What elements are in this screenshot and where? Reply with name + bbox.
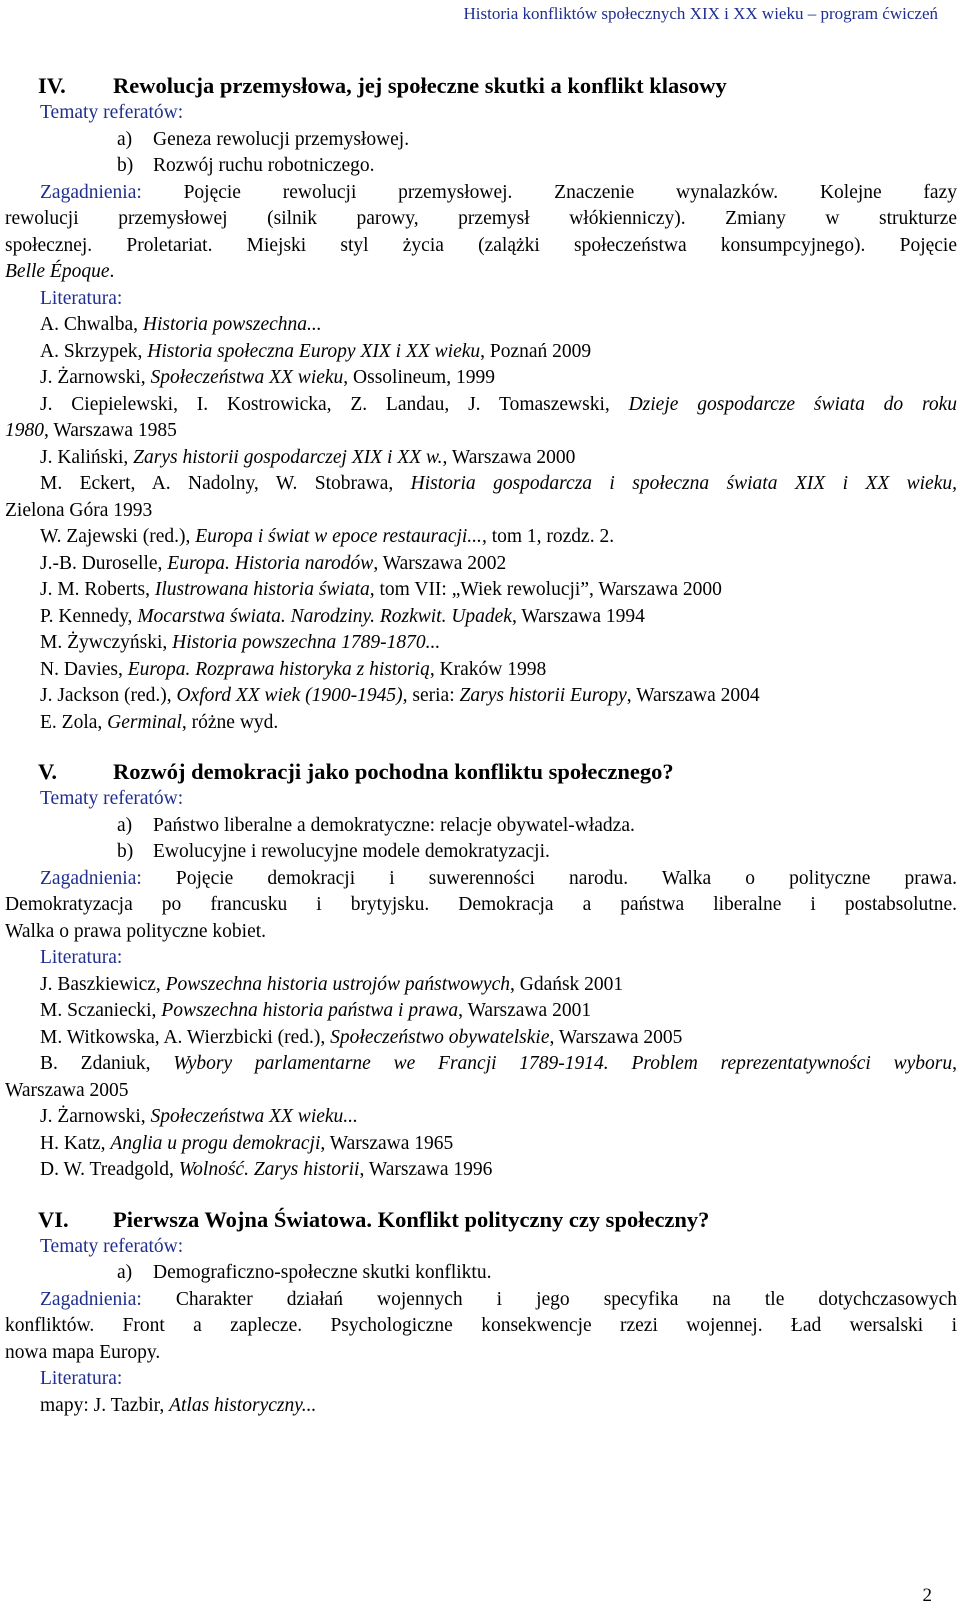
- topic-item: a) Demograficzno-społeczne skutki konfliktu.: [117, 1262, 492, 1283]
- literature-label: Literatura:: [40, 947, 123, 968]
- literature-item: P. Kennedy, Mocarstwa świata. Narodziny. Rozkwit. Upadek, Warszawa 1994: [40, 605, 645, 627]
- literature-item: M. Eckert, A. Nadolny, W. Stobrawa, Historia gospodarcza i społeczna świata XIX i XX wieku,: [40, 473, 957, 494]
- literature-item: J.-B. Duroselle, Europa. Historia narodów, Warszawa 2002: [40, 552, 507, 574]
- issues-line: rewolucji przemysłowej (silnik parowy, przemysł włókienniczy). Zmiany w strukturze: [5, 208, 957, 229]
- document-body: [5, 72, 957, 1419]
- issues-line: społecznej. Proletariat. Miejski styl życia (zalążki społeczeństwa konsumpcyjnego). Pojęcie: [5, 234, 957, 256]
- literature-item: B. Zdaniuk, Wybory parlamentarne we Francji 1789-1914. Problem reprezentatywności wyboru,: [40, 1053, 957, 1074]
- literature-item: J. Żarnowski, Społeczeństwa XX wieku...: [40, 1106, 358, 1127]
- section-number: V.: [38, 759, 57, 784]
- section-heading-iv: [5, 72, 957, 100]
- topic-item: a) Geneza rewolucji przemysłowej.: [117, 128, 410, 150]
- topic-item: b) Ewolucyjne i rewolucyjne modele demokratyzacji.: [117, 841, 550, 862]
- issues-line: Walka o prawa polityczne kobiet.: [5, 920, 267, 942]
- literature-item: A. Skrzypek, Historia społeczna Europy XIX i XX wieku, Poznań 2009: [40, 340, 592, 362]
- issues-line: Belle Époque.: [5, 261, 115, 282]
- section-heading-vi: [5, 1206, 957, 1234]
- section-title: Pierwsza Wojna Światowa. Konflikt polityczny czy społeczny?: [113, 1206, 710, 1232]
- literature-item: J. M. Roberts, Ilustrowana historia świata, tom VII: „Wiek rewolucji”, Warszawa 2000: [40, 579, 722, 600]
- issues-line: konfliktów. Front a zaplecze. Psychologiczne konsekwencje rzezi wojennej. Ład wersalski i: [5, 1315, 957, 1336]
- literature-label: Literatura:: [40, 1368, 123, 1389]
- literature-item: E. Zola, Germinal, różne wyd.: [40, 711, 279, 733]
- issues-label: Zagadnienia:: [40, 181, 142, 203]
- topics-label: Tematy referatów:: [40, 1235, 184, 1257]
- literature-item: J. Baszkiewicz, Powszechna historia ustrojów państwowych, Gdańsk 2001: [40, 973, 624, 995]
- section-title: Rewolucja przemysłowa, jej społeczne skutki a konflikt klasowy: [113, 73, 727, 98]
- literature-item: M. Sczaniecki, Powszechna historia państwa i prawa, Warszawa 2001: [40, 1000, 592, 1021]
- literature-item: A. Chwalba, Historia powszechna...: [40, 314, 322, 335]
- topics-label: Tematy referatów:: [40, 788, 184, 809]
- running-header: Historia konfliktów społecznych XIX i XX wieku – program ćwiczeń: [463, 4, 938, 23]
- section-number: VI.: [38, 1206, 69, 1232]
- issues-line: Zagadnienia: Pojęcie demokracji i suwerenności narodu. Walka o polityczne prawa.: [40, 867, 957, 889]
- issues-line: nowa mapa Europy.: [5, 1341, 161, 1363]
- page-number: 2: [922, 1585, 932, 1606]
- issues-line: Zagadnienia: Pojęcie rewolucji przemysłowej. Znaczenie wynalazków. Kolejne fazy: [40, 181, 957, 203]
- issues-label: Zagadnienia:: [40, 1288, 142, 1310]
- literature-item: J. Jackson (red.), Oxford XX wiek (1900-1945), seria: Zarys historii Europy, Warszawa 2004: [40, 685, 760, 706]
- literature-item: mapy: J. Tazbir, Atlas historyczny...: [40, 1394, 317, 1416]
- section-heading-v: [5, 758, 957, 786]
- section-title: Rozwój demokracji jako pochodna konfliktu społecznego?: [113, 759, 674, 784]
- literature-item: J. Żarnowski, Społeczeństwa XX wieku, Ossolineum, 1999: [40, 367, 495, 388]
- issues-label: Zagadnienia:: [40, 867, 142, 889]
- issues-line: Demokratyzacja po francusku i brytyjsku. Demokracja a państwa liberalne i postabsolutne.: [5, 894, 957, 915]
- literature-item-continued: Zielona Góra 1993: [5, 499, 153, 521]
- section-number: IV.: [38, 73, 66, 98]
- literature-item: M. Witkowska, A. Wierzbicki (red.), Społeczeństwo obywatelskie, Warszawa 2005: [40, 1026, 683, 1048]
- topic-item: b) Rozwój ruchu robotniczego.: [117, 155, 375, 176]
- literature-item-continued: Warszawa 2005: [5, 1079, 129, 1101]
- literature-item: H. Katz, Anglia u progu demokracji, Warszawa 1965: [40, 1132, 454, 1154]
- literature-item-continued: 1980, Warszawa 1985: [5, 420, 177, 441]
- literature-item: N. Davies, Europa. Rozprawa historyka z historią, Kraków 1998: [40, 658, 547, 680]
- literature-item: D. W. Treadgold, Wolność. Zarys historii, Warszawa 1996: [40, 1159, 493, 1180]
- issues-line: Zagadnienia: Charakter działań wojennych i jego specyfika na tle dotychczasowych: [40, 1288, 958, 1310]
- literature-item: J. Kaliński, Zarys historii gospodarczej XIX i XX w., Warszawa 2000: [40, 446, 576, 468]
- literature-item: W. Zajewski (red.), Europa i świat w epoce restauracji..., tom 1, rozdz. 2.: [40, 526, 615, 547]
- literature-item: J. Ciepielewski, I. Kostrowicka, Z. Landau, J. Tomaszewski, Dzieje gospodarcze świata do roku: [40, 393, 957, 415]
- literature-label: Literatura:: [40, 287, 123, 309]
- topics-label: Tematy referatów:: [40, 102, 184, 123]
- topic-item: a) Państwo liberalne a demokratyczne: relacje obywatel-władza.: [117, 814, 635, 836]
- literature-item: M. Żywczyński, Historia powszechna 1789-1870...: [40, 632, 441, 653]
